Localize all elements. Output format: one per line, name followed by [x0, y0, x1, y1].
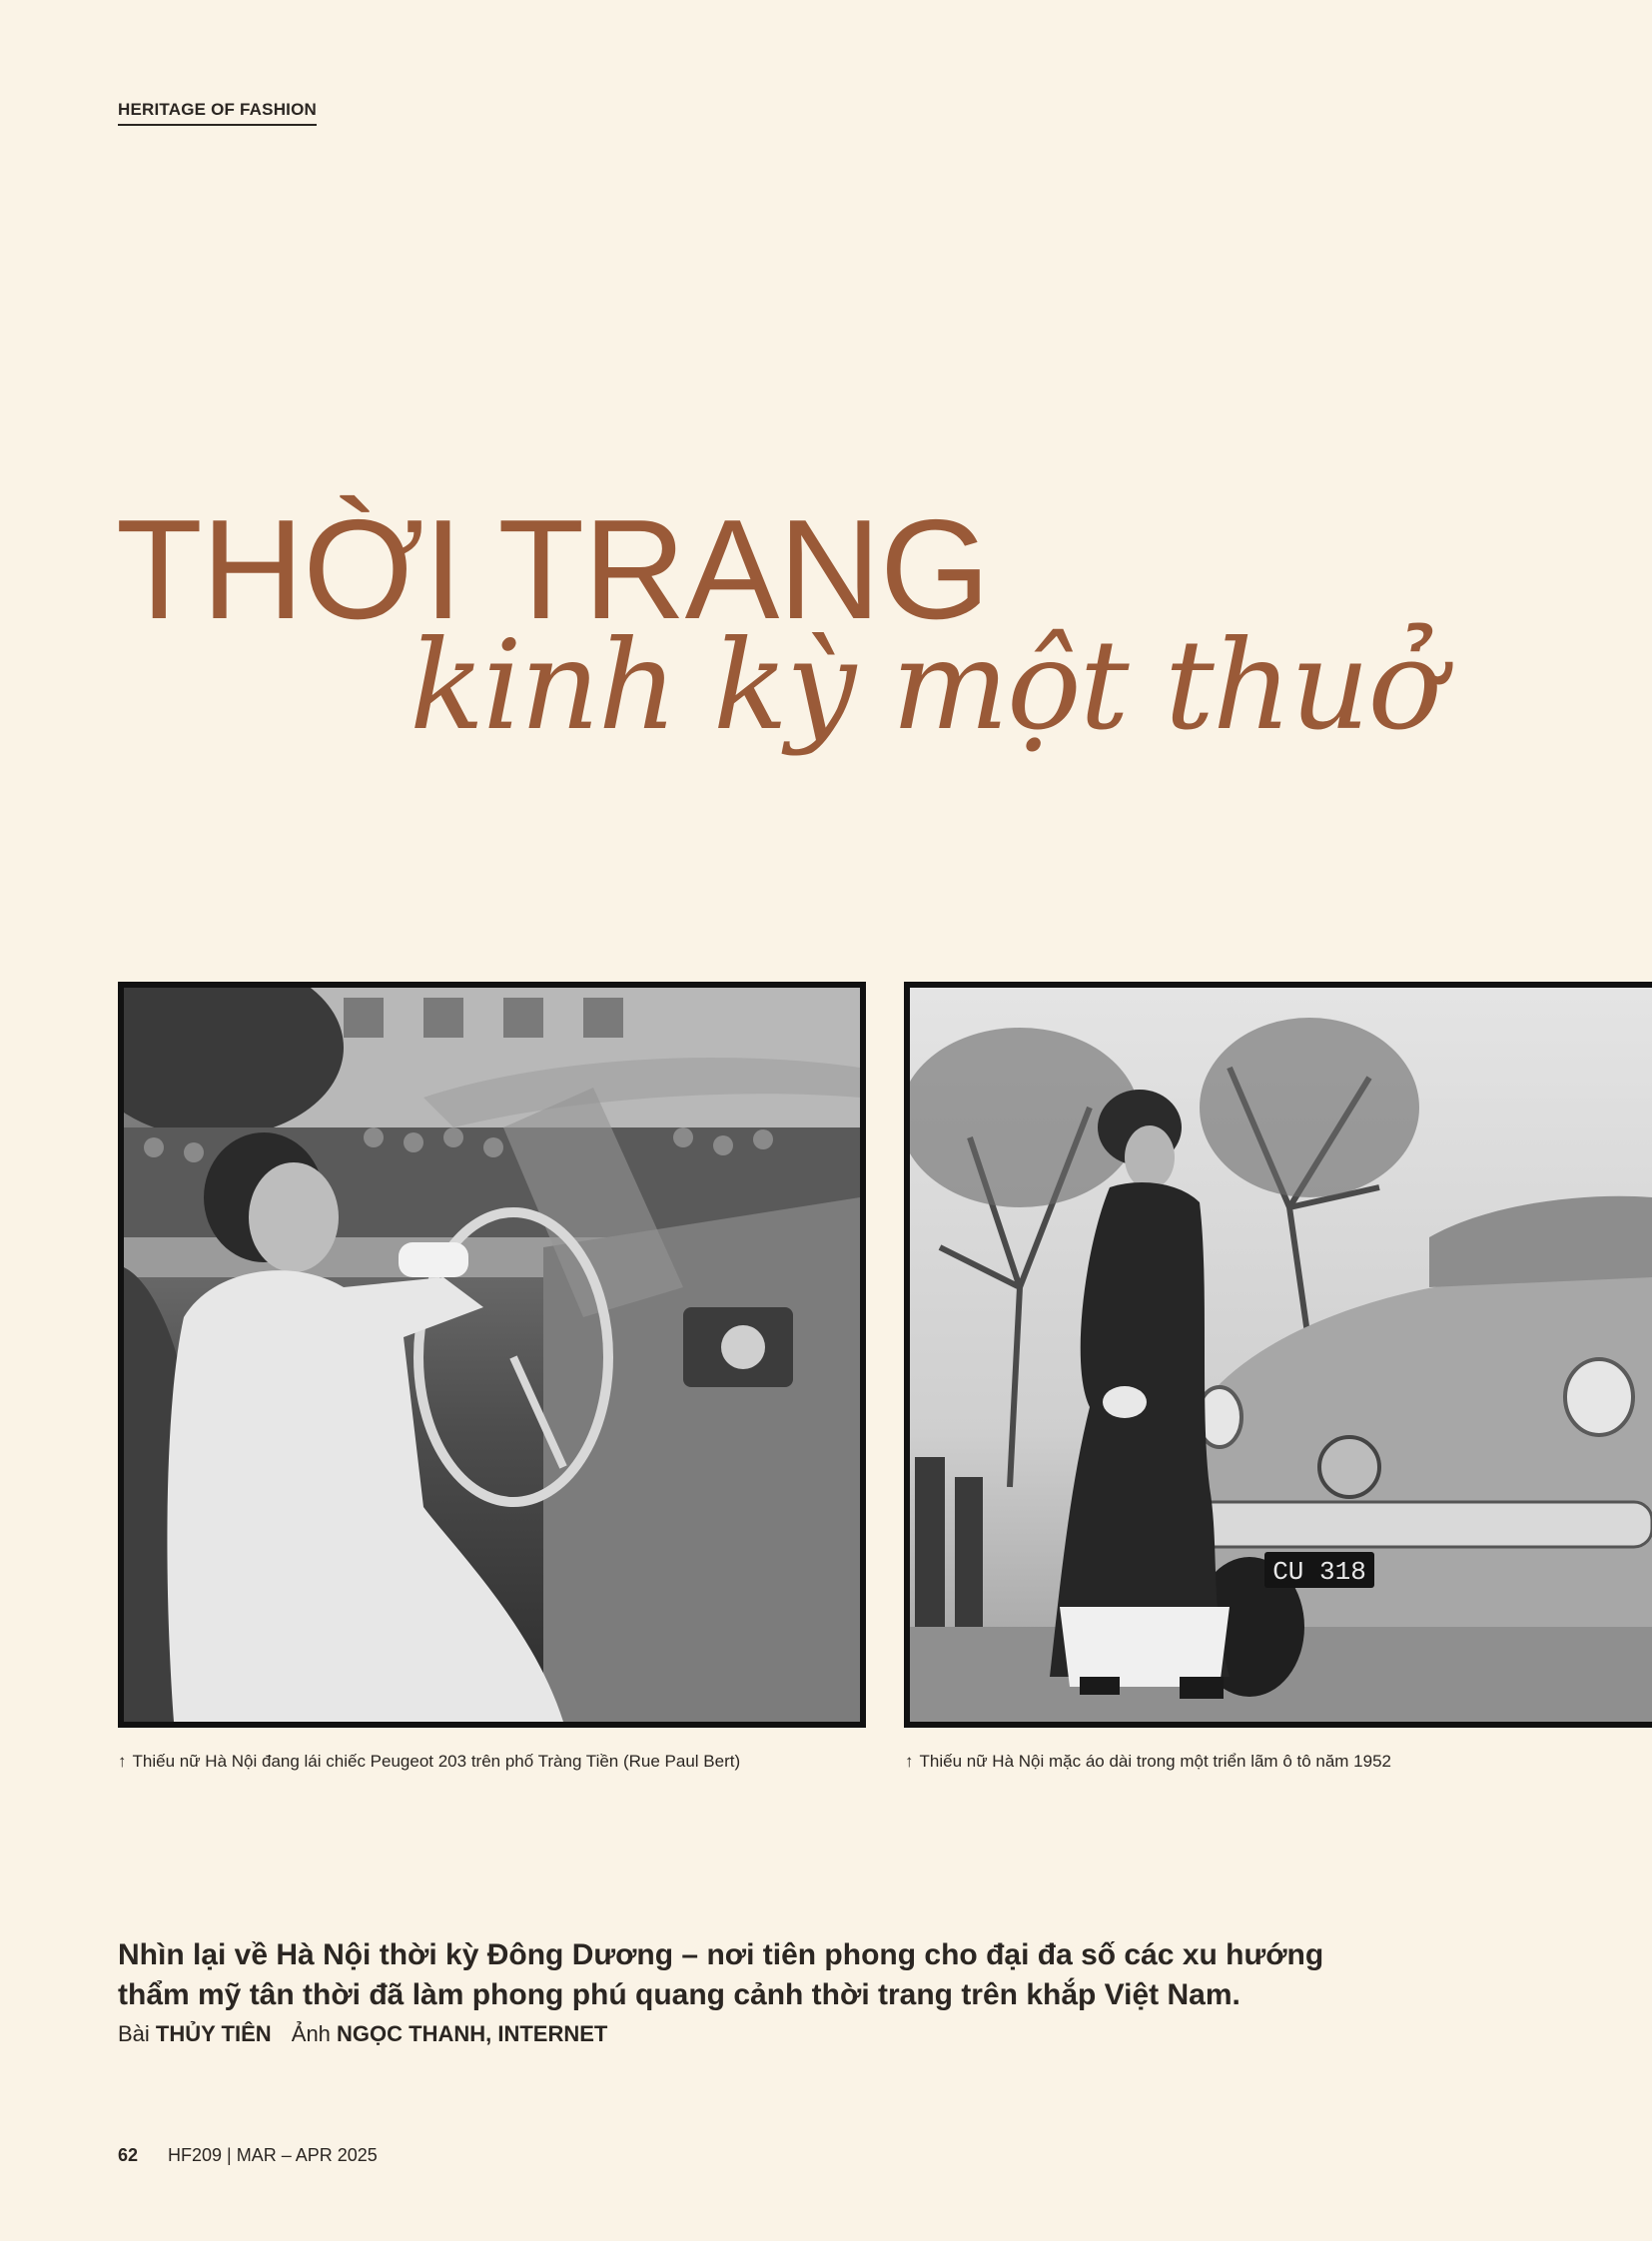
credit-photo-label: Ảnh — [291, 2021, 331, 2046]
title-subtitle: kinh kỳ một thuở — [410, 614, 1441, 758]
credit-photographer: NGỌC THANH, INTERNET — [337, 2021, 608, 2046]
article-credit — [118, 2021, 607, 2047]
caption-text: Thiếu nữ Hà Nội đang lái chiếc Peugeot 203 trên phố Tràng Tiền (Rue Paul Bert) — [132, 1752, 741, 1771]
photo-woman-driving — [118, 982, 866, 1728]
credit-text-label: Bài — [118, 2021, 150, 2046]
arrow-up-icon: ↑ — [905, 1752, 914, 1771]
issue-info: HF209 | MAR – APR 2025 — [168, 2145, 378, 2165]
page-footer — [118, 2145, 378, 2166]
photo-woman-car-exhibition — [904, 982, 1652, 1728]
page-number: 62 — [118, 2145, 139, 2165]
caption-text: Thiếu nữ Hà Nội mặc áo dài trong một triển lãm ô tô năm 1952 — [919, 1752, 1392, 1771]
credit-author: THỦY TIÊN — [155, 2021, 272, 2046]
photo-caption-left — [118, 1752, 740, 1772]
article-lede: Nhìn lại về Hà Nội thời kỳ Đông Dương – nơi tiên phong cho đại đa số các xu hướng thẩm mỹ tân thời đã làm phong phú quang cảnh thời trang trên khắp Việt Nam. — [118, 1938, 1324, 2011]
section-tag: HERITAGE OF FASHION — [118, 100, 317, 126]
photo-caption-right — [905, 1752, 1391, 1772]
license-plate-text: CU 318 — [1272, 1557, 1366, 1587]
arrow-up-icon: ↑ — [118, 1752, 127, 1771]
title-main: THỜI TRANG — [116, 490, 990, 649]
